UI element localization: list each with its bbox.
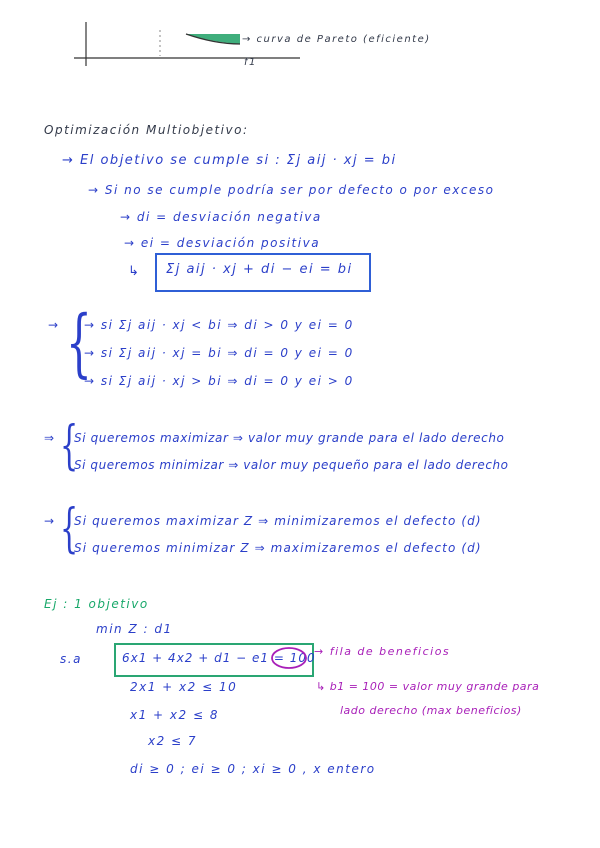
objective-condition: → El objetivo se cumple si : Σj aij · xj = bi <box>62 153 397 168</box>
example-sa: s.a <box>60 652 82 666</box>
pareto-region <box>186 34 240 44</box>
example-objective: min Z : d1 <box>96 622 173 636</box>
constraint-3: x1 + x2 ≤ 8 <box>130 708 219 722</box>
cases-arrow: → <box>48 318 60 332</box>
defect-brace: { <box>60 499 79 559</box>
example-title: Ej : 1 objetivo <box>44 597 149 611</box>
negative-deviation-line: → di = desviación negativa <box>120 210 322 224</box>
non-negativity: di ≥ 0 ; ei ≥ 0 ; xi ≥ 0 , x entero <box>130 762 376 776</box>
boxed-equation: Σj aij · xj + di − ei = bi <box>166 262 353 277</box>
pareto-label: → curva de Pareto (eficiente) <box>242 34 431 45</box>
constraint-4: x2 ≤ 7 <box>148 734 198 748</box>
rhs-brace: { <box>60 416 79 476</box>
section-title: Optimización Multiobjetivo: <box>44 123 249 137</box>
defect-row-min: Si queremos minimizar Z ⇒ maximizaremos el defecto (d) <box>74 541 482 555</box>
rhs-row-max: Si queremos maximizar ⇒ valor muy grande para el lado derecho <box>74 431 505 445</box>
rhs-arrow: ⇒ <box>44 431 56 445</box>
circled-100 <box>270 645 310 671</box>
benefit-row-note: → fila de beneficios <box>314 645 451 658</box>
large-value-note: ↳ b1 = 100 = valor muy grande para <box>316 680 540 693</box>
case-row-equal: → si Σj aij · xj = bi ⇒ di = 0 y ei = 0 <box>84 346 354 360</box>
case-row-greater: → si Σj aij · xj > bi ⇒ di = 0 y ei > 0 <box>84 374 354 388</box>
defect-arrow: → <box>44 514 56 528</box>
constraint-2: 2x1 + x2 ≤ 10 <box>130 680 238 694</box>
defect-row-max: Si queremos maximizar Z ⇒ minimizaremos el defecto (d) <box>74 514 482 528</box>
positive-deviation-line: → ei = desviación positiva <box>124 236 321 250</box>
example-boxed-equation: 6x1 + 4x2 + d1 − e1 = 100 <box>122 651 316 665</box>
arrow-to-box: ↳ <box>128 264 141 279</box>
rhs-row-min: Si queremos minimizar ⇒ valor muy pequeño para el lado derecho <box>74 458 509 472</box>
defect-excess-line: → Si no se cumple podría ser por defecto o por exceso <box>88 183 495 197</box>
case-row-less: → si Σj aij · xj < bi ⇒ di > 0 y ei = 0 <box>84 318 354 332</box>
max-benefit-note: lado derecho (max beneficios) <box>340 704 522 717</box>
axis-label-f1: f1 <box>244 57 257 68</box>
cases-brace: { <box>66 300 92 386</box>
